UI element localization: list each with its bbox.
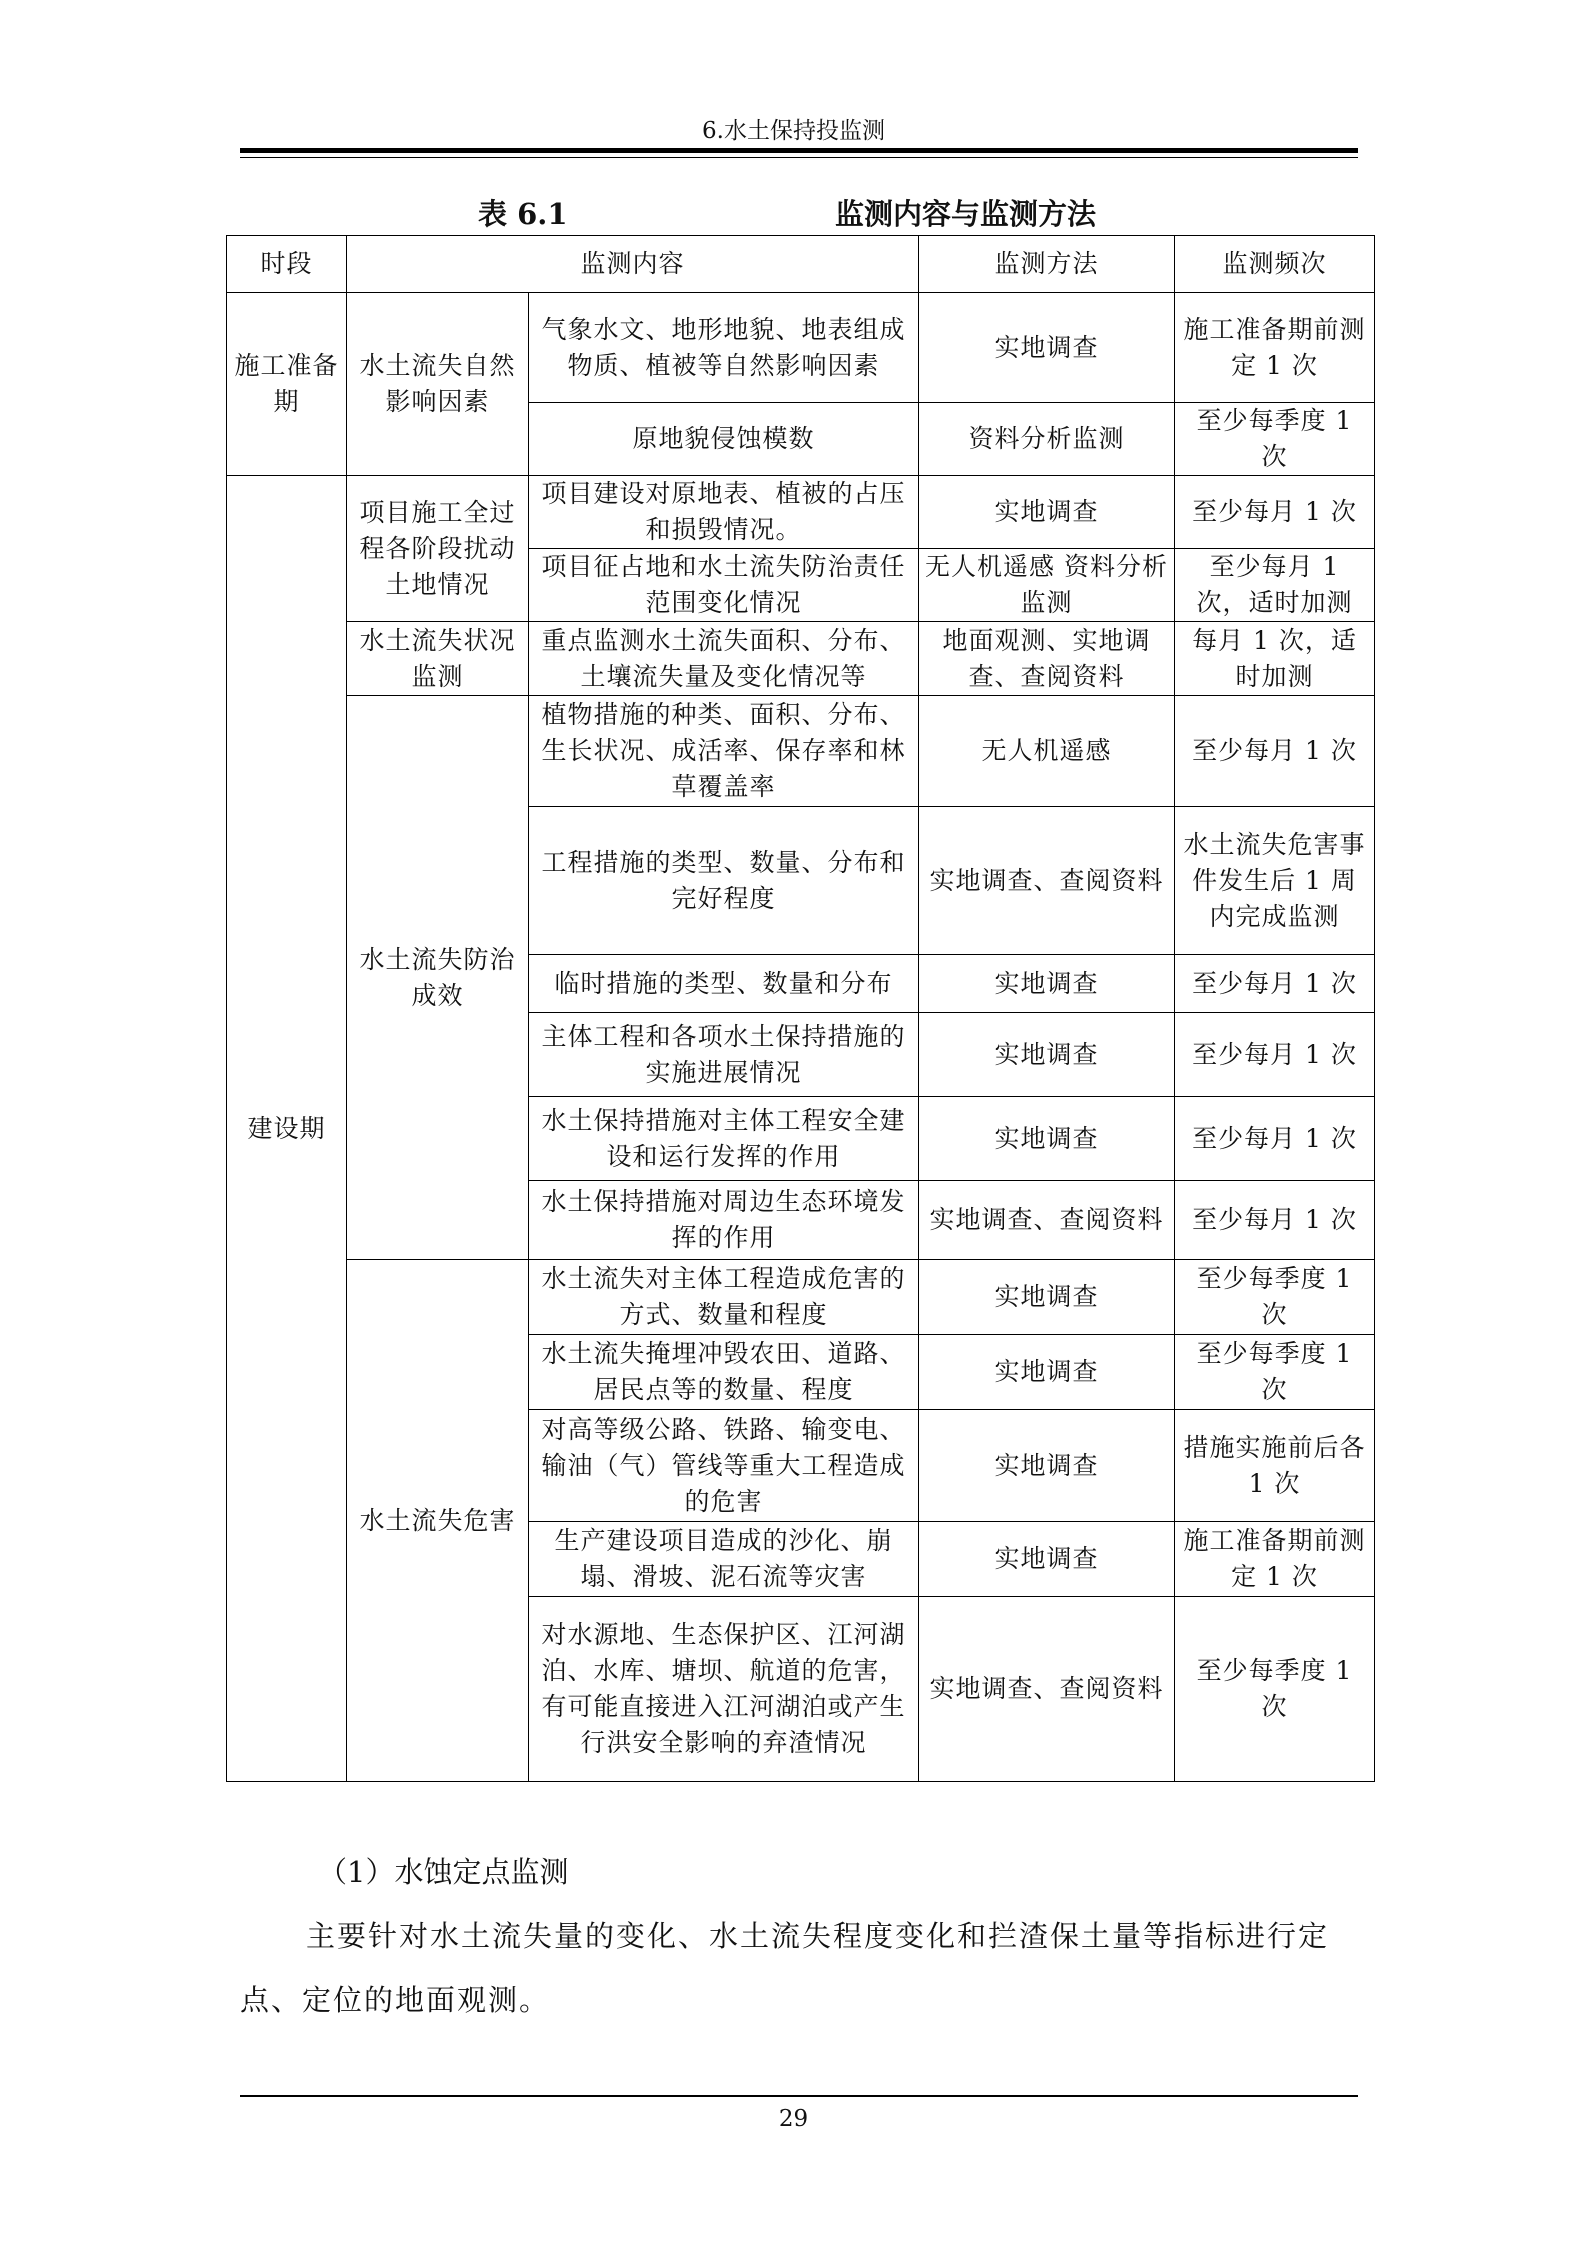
frequency-cell: 至少每季度 1 次 xyxy=(1175,403,1375,476)
header-cell: 监测频次 xyxy=(1175,236,1375,293)
frequency-cell: 施工准备期前测定 1 次 xyxy=(1175,293,1375,403)
frequency-cell: 至少每月 1 次 xyxy=(1175,955,1375,1013)
method-cell: 无人机遥感 资料分析监测 xyxy=(919,549,1175,622)
table-row xyxy=(227,1260,1375,1335)
group-cell: 水土流失防治成效 xyxy=(347,696,529,1260)
table-row xyxy=(227,293,1375,403)
header-cell: 时段 xyxy=(227,236,347,293)
method-cell: 实地调查、查阅资料 xyxy=(919,1181,1175,1260)
method-cell: 实地调查、查阅资料 xyxy=(919,807,1175,955)
content-cell: 水土流失掩埋冲毁农田、道路、居民点等的数量、程度 xyxy=(529,1335,919,1410)
method-cell: 资料分析监测 xyxy=(919,403,1175,476)
frequency-cell: 至少每月 1 次 xyxy=(1175,1013,1375,1097)
content-cell: 项目建设对原地表、植被的占压和损毁情况。 xyxy=(529,476,919,549)
header-rule-thin xyxy=(240,157,1358,158)
header-cell: 监测内容 xyxy=(347,236,919,293)
frequency-cell: 至少每月 1 次，适时加测 xyxy=(1175,549,1375,622)
method-cell: 实地调查 xyxy=(919,1335,1175,1410)
content-cell: 对水源地、生态保护区、江河湖泊、水库、塘坝、航道的危害，有可能直接进入江河湖泊或产生行洪安全影响的弃渣情况 xyxy=(529,1597,919,1782)
method-cell: 实地调查 xyxy=(919,1522,1175,1597)
frequency-cell: 至少每月 1 次 xyxy=(1175,1181,1375,1260)
content-cell: 水土保持措施对主体工程安全建设和运行发挥的作用 xyxy=(529,1097,919,1181)
method-cell: 实地调查 xyxy=(919,955,1175,1013)
method-cell: 实地调查 xyxy=(919,1260,1175,1335)
table-row xyxy=(227,622,1375,696)
table-row xyxy=(227,476,1375,549)
frequency-cell: 至少每季度 1 次 xyxy=(1175,1335,1375,1410)
frequency-cell: 每月 1 次，适时加测 xyxy=(1175,622,1375,696)
content-cell: 临时措施的类型、数量和分布 xyxy=(529,955,919,1013)
content-cell: 植物措施的种类、面积、分布、生长状况、成活率、保存率和林草覆盖率 xyxy=(529,696,919,807)
frequency-cell: 至少每季度 1 次 xyxy=(1175,1597,1375,1782)
page-number: 29 xyxy=(778,2106,809,2132)
period-cell: 建设期 xyxy=(227,476,347,1782)
running-header: 6.水土保持投监测 xyxy=(702,118,885,144)
content-cell: 工程措施的类型、数量、分布和完好程度 xyxy=(529,807,919,955)
method-cell: 实地调查 xyxy=(919,1013,1175,1097)
subheading: （1）水蚀定点监测 xyxy=(318,1855,569,1889)
frequency-cell: 至少每月 1 次 xyxy=(1175,476,1375,549)
content-cell: 原地貌侵蚀模数 xyxy=(529,403,919,476)
group-cell: 水土流失状况监测 xyxy=(347,622,529,696)
method-cell: 实地调查 xyxy=(919,1410,1175,1522)
content-cell: 对高等级公路、铁路、输变电、输油（气）管线等重大工程造成的危害 xyxy=(529,1410,919,1522)
frequency-cell: 至少每月 1 次 xyxy=(1175,1097,1375,1181)
header-rule-thick xyxy=(240,148,1358,153)
method-cell: 地面观测、实地调查、查阅资料 xyxy=(919,622,1175,696)
method-cell: 实地调查 xyxy=(919,476,1175,549)
frequency-cell: 至少每季度 1 次 xyxy=(1175,1260,1375,1335)
frequency-cell: 至少每月 1 次 xyxy=(1175,696,1375,807)
content-cell: 气象水文、地形地貌、地表组成物质、植被等自然影响因素 xyxy=(529,293,919,403)
content-cell: 重点监测水土流失面积、分布、土壤流失量及变化情况等 xyxy=(529,622,919,696)
content-cell: 水土流失对主体工程造成危害的方式、数量和程度 xyxy=(529,1260,919,1335)
method-cell: 实地调查 xyxy=(919,1097,1175,1181)
content-cell: 水土保持措施对周边生态环境发挥的作用 xyxy=(529,1181,919,1260)
header-cell: 监测方法 xyxy=(919,236,1175,293)
content-cell: 生产建设项目造成的沙化、崩塌、滑坡、泥石流等灾害 xyxy=(529,1522,919,1597)
monitoring-table xyxy=(226,235,1375,1782)
frequency-cell: 施工准备期前测定 1 次 xyxy=(1175,1522,1375,1597)
table-title: 监测内容与监测方法 xyxy=(835,197,1097,231)
group-cell: 项目施工全过程各阶段扰动土地情况 xyxy=(347,476,529,622)
group-cell: 水土流失危害 xyxy=(347,1260,529,1782)
content-cell: 项目征占地和水土流失防治责任范围变化情况 xyxy=(529,549,919,622)
frequency-cell: 水土流失危害事件发生后 1 周内完成监测 xyxy=(1175,807,1375,955)
period-cell: 施工准备期 xyxy=(227,293,347,476)
method-cell: 实地调查、查阅资料 xyxy=(919,1597,1175,1782)
frequency-cell: 措施实施前后各 1 次 xyxy=(1175,1410,1375,1522)
header-row xyxy=(227,236,1375,293)
group-cell: 水土流失自然影响因素 xyxy=(347,293,529,476)
table-number: 表 6.1 xyxy=(478,197,568,231)
method-cell: 无人机遥感 xyxy=(919,696,1175,807)
content-cell: 主体工程和各项水土保持措施的实施进展情况 xyxy=(529,1013,919,1097)
method-cell: 实地调查 xyxy=(919,293,1175,403)
table-row xyxy=(227,696,1375,807)
body-paragraph: 主要针对水土流失量的变化、水土流失程度变化和拦渣保土量等指标进行定点、定位的地面观测。 xyxy=(240,1919,1330,2017)
footer-rule xyxy=(240,2095,1358,2097)
